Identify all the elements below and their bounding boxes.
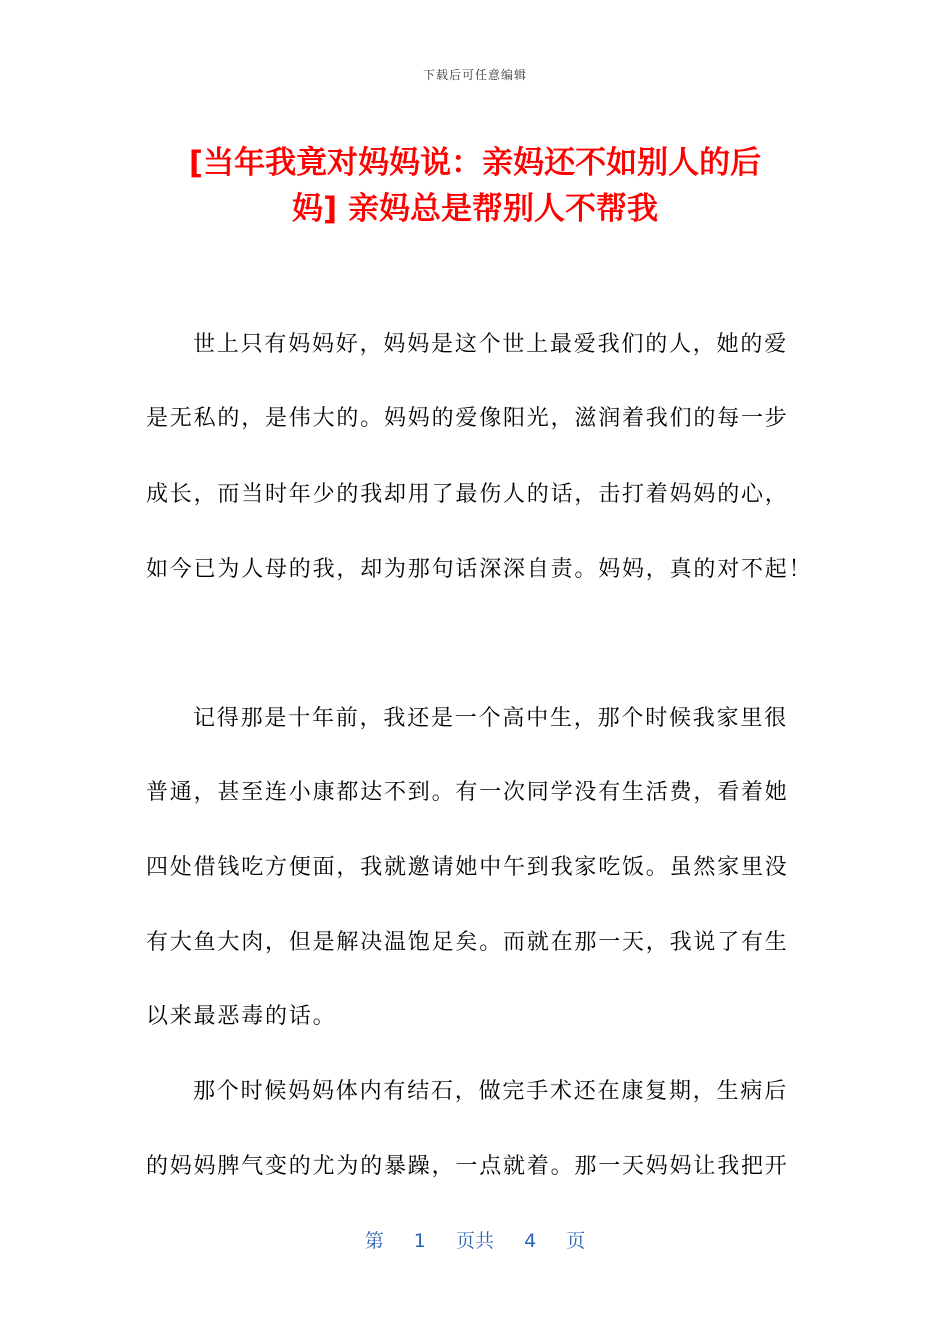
footer-label-of: 页共 — [455, 1230, 494, 1252]
body-line: 记得那是十年前，我还是一个高中生，那个时候我家里很 — [193, 706, 789, 731]
body-line: 世上只有妈妈好，妈妈是这个世上最爱我们的人，她的爱 — [193, 332, 789, 357]
footer-label-end: 页 — [566, 1230, 586, 1252]
body-line: 是无私的，是伟大的。妈妈的爱像阳光，滋润着我们的每一步 — [146, 406, 789, 431]
footer-label-page: 第 — [364, 1230, 384, 1252]
body-line: 有大鱼大肉，但是解决温饱足矣。而就在那一天，我说了有生 — [146, 930, 789, 955]
document-title — [140, 140, 810, 232]
body-line: 四处借钱吃方便面，我就邀请她中午到我家吃饭。虽然家里没 — [146, 855, 789, 880]
title-line-1: [当年我竟对妈妈说：亲妈还不如别人的后 — [188, 145, 762, 181]
body-line: 成长，而当时年少的我却用了最伤人的话，击打着妈妈的心， — [146, 482, 789, 507]
body-line: 以来最恶毒的话。 — [146, 1004, 337, 1029]
footer-current-page: 1 — [413, 1230, 426, 1252]
body-line: 普通，甚至连小康都达不到。有一次同学没有生活费，看着她 — [146, 780, 789, 805]
footer-total-pages: 4 — [524, 1230, 537, 1252]
body-line: 的妈妈脾气变的尤为的暴躁，一点就着。那一天妈妈让我把开 — [146, 1154, 789, 1179]
body-line: 那个时候妈妈体内有结石，做完手术还在康复期，生病后 — [193, 1079, 789, 1104]
title-line-2: 妈] 亲妈总是帮别人不帮我 — [292, 191, 658, 227]
body-line: 如今已为人母的我，却为那句话深深自责。妈妈，真的对不起！ — [146, 557, 813, 582]
page-footer — [0, 1226, 950, 1253]
header-note: 下载后可任意编辑 — [422, 68, 527, 82]
